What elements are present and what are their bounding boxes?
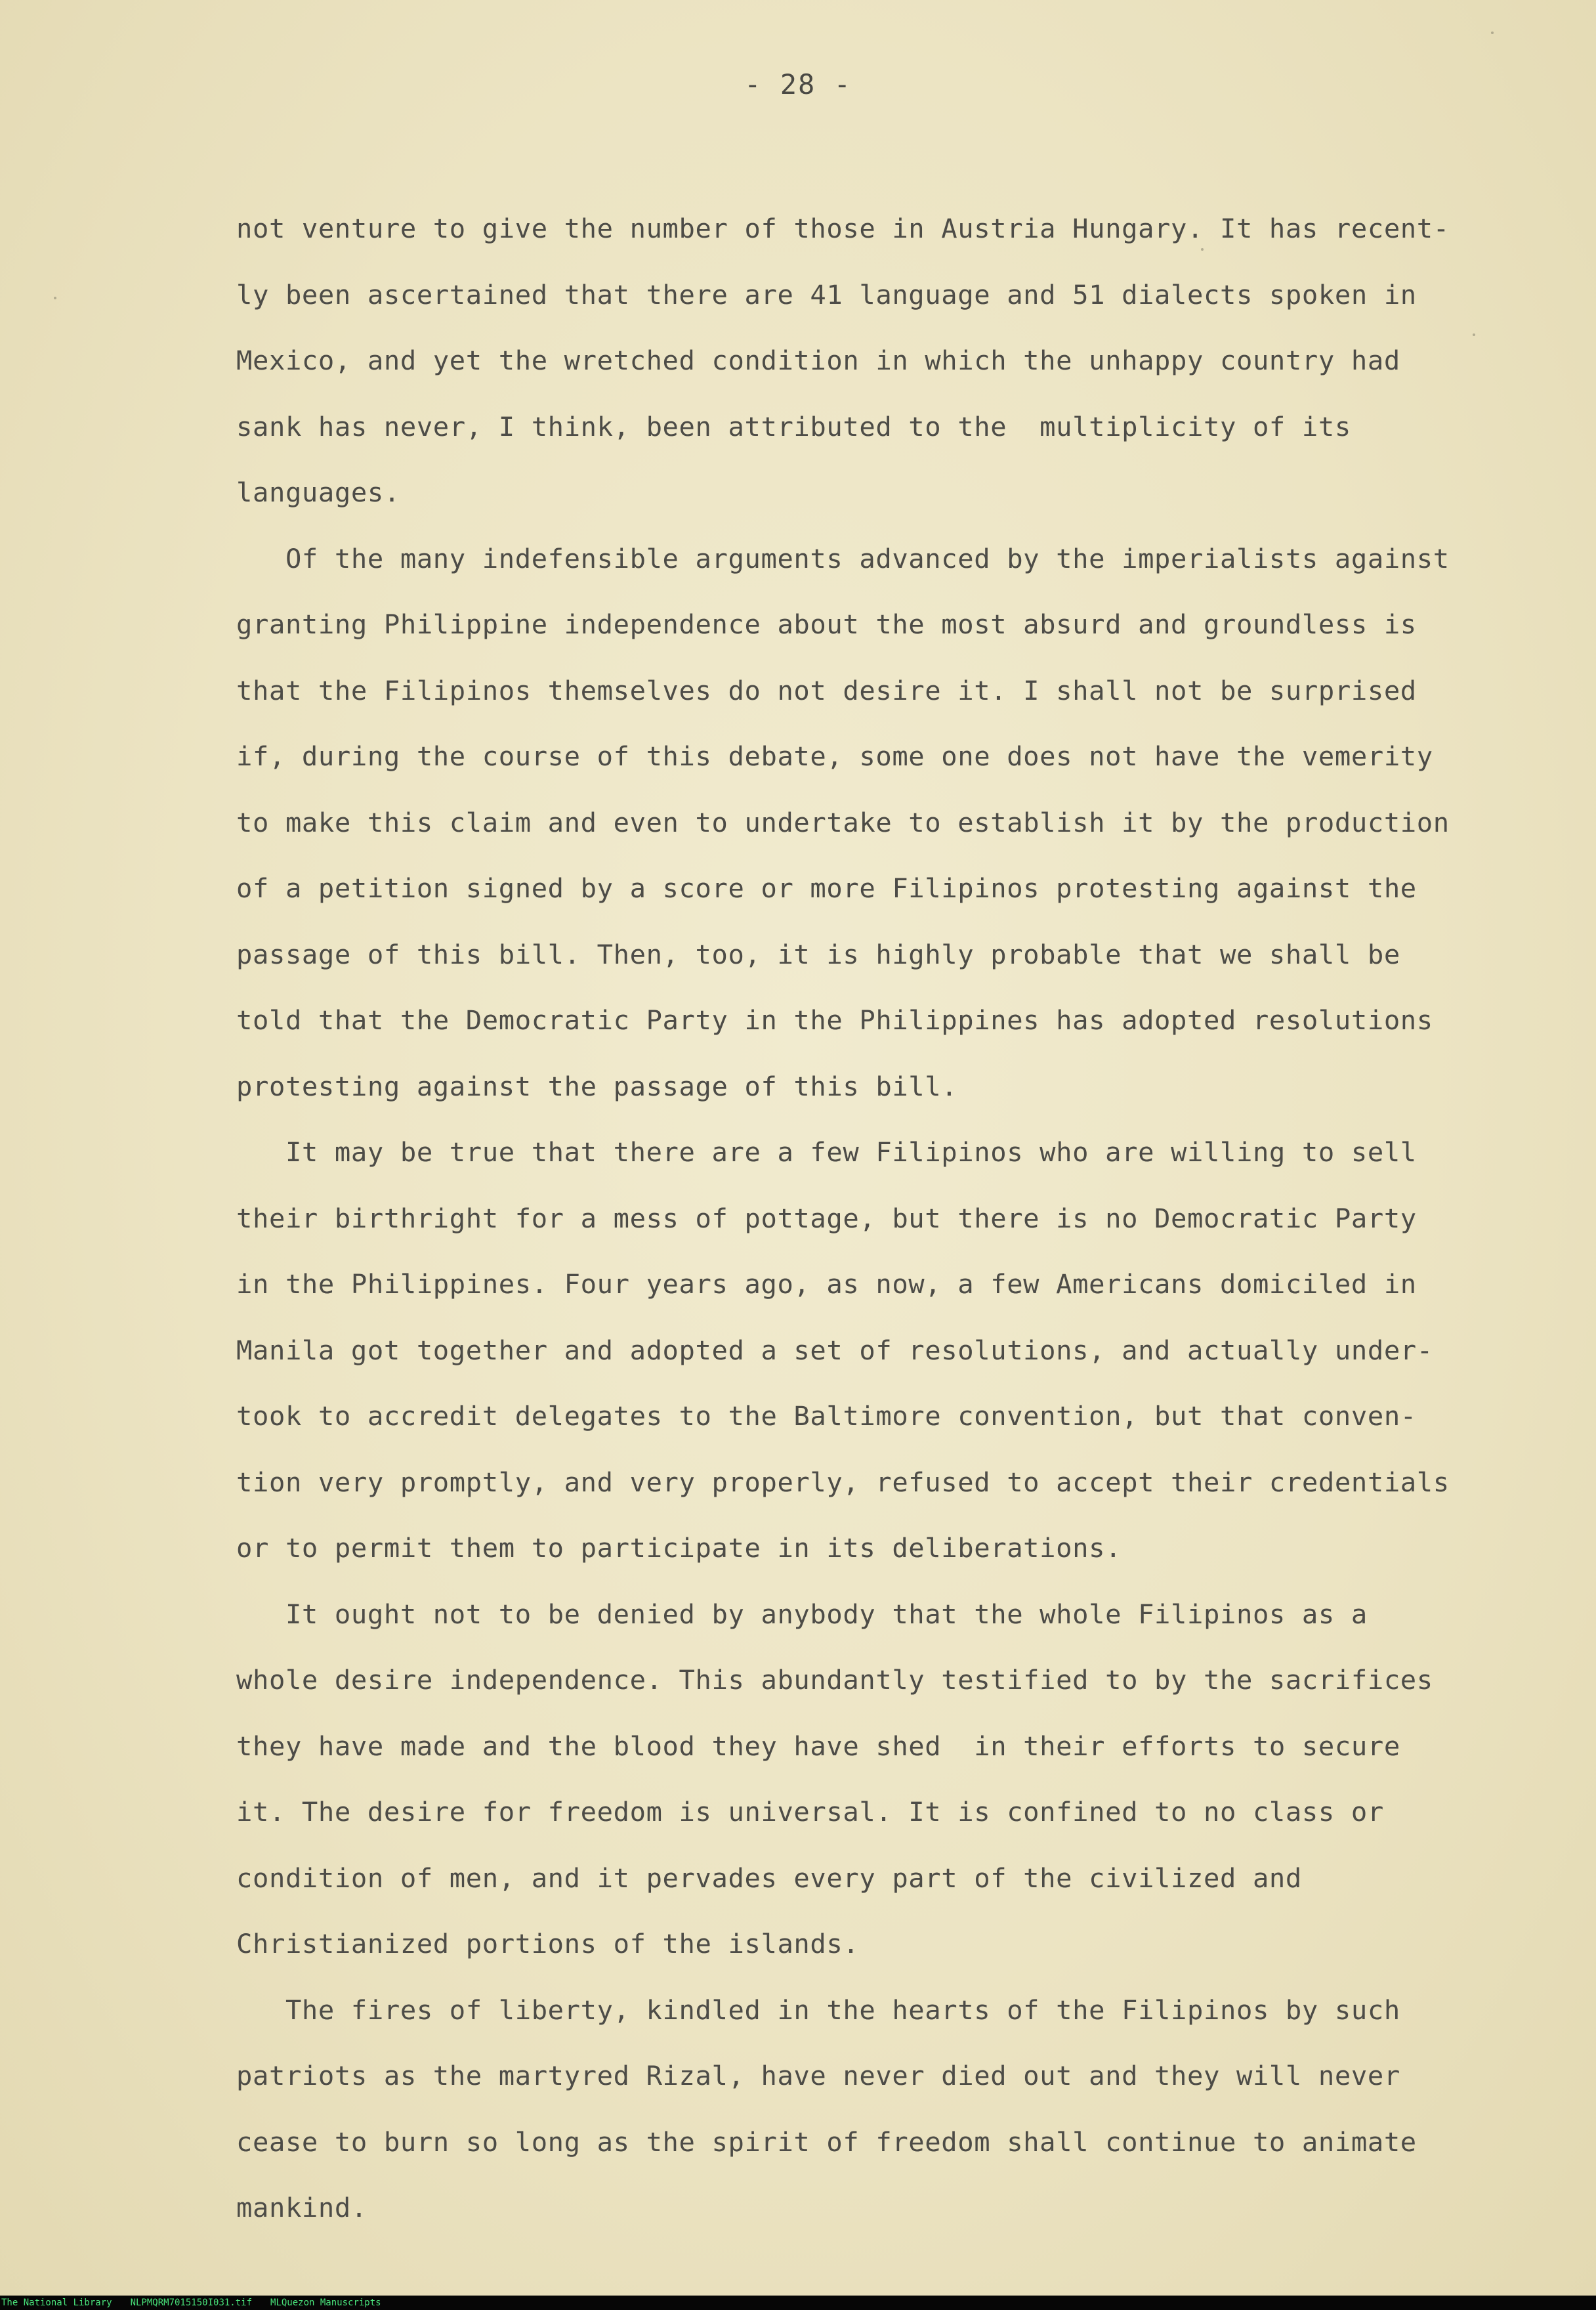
page-number: - 28 - — [744, 68, 852, 100]
text-line: not venture to give the number of those in Austria Hungary. It has recent- — [236, 213, 1450, 244]
text-line: Of the many indefensible arguments advanced by the imperialists against — [236, 542, 1450, 574]
footer-library: The National Library — [1, 2298, 112, 2308]
text-line: ly been ascertained that there are 41 language and 51 dialects spoken in — [236, 278, 1417, 310]
text-line: took to accredit delegates to the Baltimore convention, but that conven- — [236, 1400, 1417, 1432]
text-line: if, during the course of this debate, some one does not have the vemerity — [236, 740, 1433, 772]
text-line: protesting against the passage of this bill. — [236, 1070, 958, 1102]
text-line: languages. — [236, 477, 400, 508]
text-line: It may be true that there are a few Filipinos who are willing to sell — [236, 1136, 1417, 1168]
text-line: cease to burn so long as the spirit of freedom shall continue to animate — [236, 2126, 1417, 2158]
paper-speck — [1473, 333, 1475, 336]
text-line: whole desire independence. This abundantly testified to by the sacrifices — [236, 1664, 1433, 1696]
text-line: it. The desire for freedom is universal. It is confined to no class or — [236, 1796, 1384, 1828]
paper-speck — [1491, 32, 1494, 34]
paper-speck — [1201, 248, 1204, 251]
footer-collection: MLQuezon Manuscripts — [270, 2298, 381, 2308]
text-line: of a petition signed by a score or more Filipinos protesting against the — [236, 872, 1417, 904]
text-line: passage of this bill. Then, too, it is highly probable that we shall be — [236, 938, 1400, 970]
footer-file: NLPMQRM7015150I031.tif — [130, 2298, 253, 2308]
text-line: granting Philippine independence about the most absurd and groundless is — [236, 609, 1417, 640]
scan-footer-bar — [0, 2296, 1596, 2310]
text-line: or to permit them to participate in its deliberations. — [236, 1532, 1122, 1564]
text-line: told that the Democratic Party in the Philippines has adopted resolutions — [236, 1004, 1433, 1036]
text-line: their birthright for a mess of pottage, but there is no Democratic Party — [236, 1202, 1417, 1234]
text-line: The fires of liberty, kindled in the hearts of the Filipinos by such — [236, 1994, 1400, 2026]
text-line: mankind. — [236, 2192, 368, 2223]
text-line: in the Philippines. Four years ago, as now, a few Americans domiciled in — [236, 1268, 1417, 1300]
text-line: Manila got together and adopted a set of resolutions, and actually under- — [236, 1334, 1433, 1366]
text-line: to make this claim and even to undertake to establish it by the production — [236, 806, 1450, 838]
text-line: It ought not to be denied by anybody that the whole Filipinos as a — [236, 1598, 1368, 1630]
text-line: Christianized portions of the islands. — [236, 1928, 860, 1959]
text-line: patriots as the martyred Rizal, have never died out and they will never — [236, 2060, 1400, 2091]
text-line: Mexico, and yet the wretched condition in which the unhappy country had — [236, 345, 1400, 376]
text-line: they have made and the blood they have shed in their efforts to secure — [236, 1730, 1400, 1762]
paper-speck — [54, 297, 56, 299]
text-line: sank has never, I think, been attributed to the multiplicity of its — [236, 410, 1351, 442]
text-line: condition of men, and it pervades every part of the civilized and — [236, 1862, 1302, 1894]
text-line: that the Filipinos themselves do not desire it. I shall not be surprised — [236, 674, 1417, 706]
text-line: tion very promptly, and very properly, refused to accept their credentials — [236, 1466, 1450, 1498]
body-text — [236, 196, 1522, 2241]
